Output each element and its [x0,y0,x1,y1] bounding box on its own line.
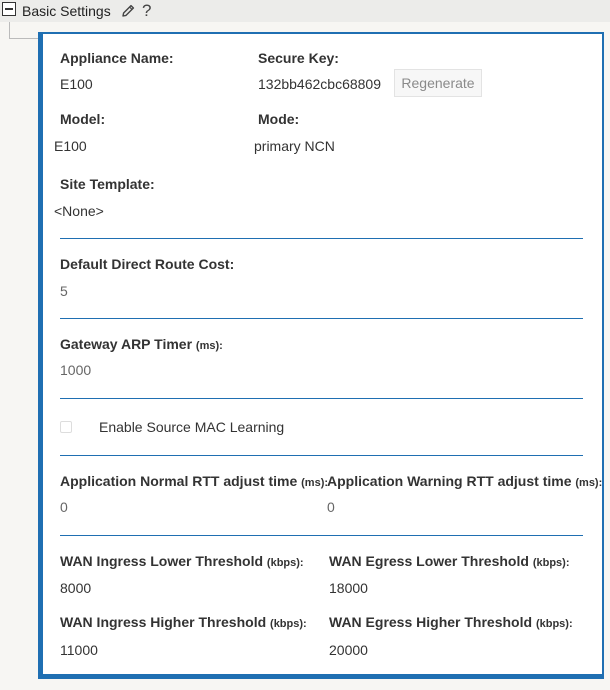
route-cost-label: Default Direct Route Cost: [60,256,235,272]
section-header [0,0,610,22]
model-value: E100 [54,138,87,154]
tree-connector [9,22,38,39]
site-template-value: <None> [54,203,104,219]
egress-lower-value: 18000 [329,580,368,596]
route-cost-value: 5 [60,283,68,299]
divider [60,238,583,239]
divider [60,398,583,399]
ingress-higher-value: 11000 [60,642,98,658]
normal-rtt-value: 0 [60,499,68,515]
warning-rtt-value: 0 [327,499,335,515]
egress-higher-label: WAN Egress Higher Threshold (kbps): [329,614,573,630]
secure-key-label: Secure Key: [258,50,339,66]
mode-value: primary NCN [254,138,335,154]
arp-timer-label: Gateway ARP Timer (ms): [60,336,223,352]
model-label: Model: [60,111,106,127]
panel-frame [38,32,604,679]
mode-label: Mode: [258,111,300,127]
mac-learning-checkbox[interactable] [60,421,72,433]
arp-timer-value: 1000 [60,362,92,378]
help-icon[interactable]: ? [142,1,152,20]
egress-lower-label: WAN Egress Lower Threshold (kbps): [329,553,570,569]
collapse-icon[interactable] [2,2,16,16]
section-title: Basic Settings [22,3,111,19]
regenerate-button[interactable]: Regenerate [394,69,482,97]
site-template-label: Site Template: [60,176,155,192]
ingress-lower-value: 8000 [60,580,92,596]
egress-higher-value: 20000 [329,642,368,658]
appliance-name-value: E100 [60,76,93,92]
appliance-name-label: Appliance Name: [60,50,174,66]
divider [60,535,583,536]
ingress-higher-label: WAN Ingress Higher Threshold (kbps): [60,614,307,630]
pencil-icon[interactable] [120,3,136,19]
secure-key-value: 132bb462cbc68809 [258,76,382,92]
ingress-lower-label: WAN Ingress Lower Threshold (kbps): [60,553,304,569]
divider [60,318,583,319]
divider [60,455,583,456]
normal-rtt-label: Application Normal RTT adjust time (ms): [60,473,329,489]
mac-learning-label: Enable Source MAC Learning [99,419,285,435]
warning-rtt-label: Application Warning RTT adjust time (ms): [327,473,603,489]
